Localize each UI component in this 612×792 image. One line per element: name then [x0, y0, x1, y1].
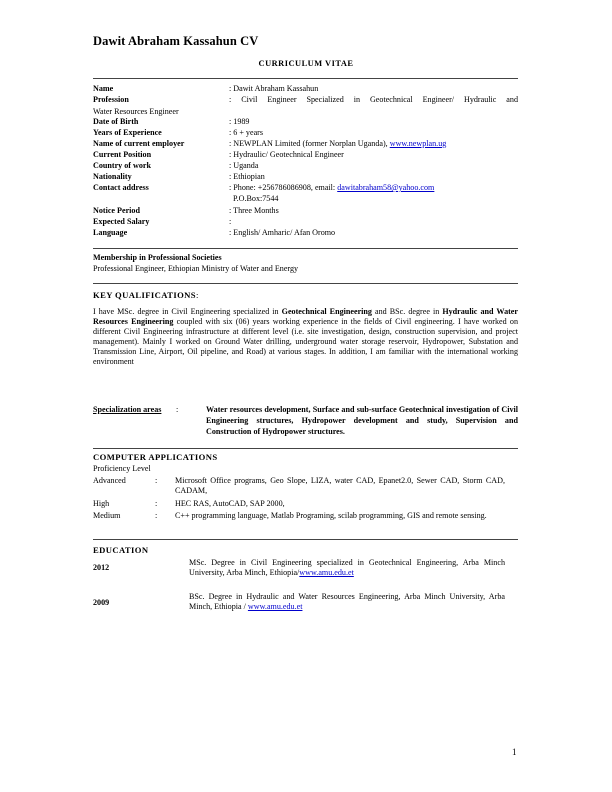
key-qualifications-paragraph	[93, 307, 518, 367]
employer-text: : NEWPLAN Limited (former Norplan Uganda),	[229, 139, 388, 148]
employer-website-link[interactable]: www.newplan.ug	[389, 139, 447, 148]
info-label: Date of Birth	[93, 117, 139, 126]
page-number: 1	[512, 747, 517, 757]
info-value: : Dawit Abraham Kassahun	[229, 84, 319, 93]
info-value: : Ethiopian	[229, 172, 265, 181]
info-value: : English/ Amharic/ Afan Oromo	[229, 228, 336, 237]
education-year: 2009	[93, 598, 110, 607]
proficiency-items: HEC RAS, AutoCAD, SAP 2000,	[175, 499, 285, 508]
info-label: Language	[93, 228, 128, 237]
kq-text-1: I have MSc. degree in Civil Engineering specialized in	[93, 307, 279, 316]
info-label: Years of Experience	[93, 128, 162, 137]
computer-applications-heading: COMPUTER APPLICATIONS	[93, 452, 218, 462]
education-degree	[189, 592, 505, 613]
info-label: Country of work	[93, 161, 152, 170]
divider	[93, 539, 518, 540]
proficiency-level: Advanced	[93, 476, 126, 485]
proficiency-level-label: Proficiency Level	[93, 464, 151, 473]
proficiency-items: C++ programming language, Matlab Programing, scilab programming, GIS and remote sensing.	[175, 511, 487, 520]
divider	[93, 248, 518, 249]
cv-heading: CURRICULUM VITAE	[258, 59, 354, 68]
specialization-colon: :	[176, 405, 179, 414]
proficiency-level: High	[93, 499, 110, 508]
info-label: Notice Period	[93, 206, 140, 215]
info-label: Name	[93, 84, 114, 93]
kq-text-2: and BSc. degree in	[375, 307, 440, 316]
education-degree	[189, 558, 505, 579]
proficiency-level: Medium	[93, 511, 121, 520]
info-label: Nationality	[93, 172, 132, 181]
info-value: : Uganda	[229, 161, 259, 170]
pobox-value: P.O.Box:7544	[233, 194, 279, 203]
document-title: Dawit Abraham Kassahun CV	[93, 34, 259, 48]
university-link[interactable]: www.amu.edu.et	[299, 568, 354, 578]
info-value: : 6 + years	[229, 128, 264, 137]
info-label: Name of current employer	[93, 139, 185, 148]
profession-continuation: Water Resources Engineer	[93, 107, 179, 116]
proficiency-colon: :	[155, 476, 158, 485]
education-heading: EDUCATION	[93, 545, 149, 555]
key-qualifications-title: KEY QUALIFICATIONS	[93, 290, 196, 300]
education-year: 2012	[93, 563, 110, 572]
info-value: : Three Months	[229, 206, 279, 215]
university-link[interactable]: www.amu.edu.et	[247, 602, 303, 612]
proficiency-colon: :	[155, 511, 158, 520]
kq-text-3: coupled with six (06) years working experience in the fields of Civil engineering. I have worked on different Civil Engineering infrastructure at different level (i.e. site investigation, design, construction supervision, and project management). Mainly I worked on Ground Water drilling, underground water storage reservoir, Hydropower, Substation and Transmission Line, Airport, Oil pipeline, and Road) at various stages. In addition, I am familiar with the international working environment	[93, 316, 518, 366]
info-label: Expected Salary	[93, 217, 150, 226]
info-value: : Hydraulic/ Geotechnical Engineer	[229, 150, 344, 159]
divider	[93, 283, 518, 284]
kq-bold-1: Geotechnical Engineering	[281, 307, 372, 316]
info-value	[229, 139, 518, 149]
info-value: : 1989	[229, 117, 250, 126]
specialization-label: Specialization areas	[93, 405, 162, 414]
contact-text: : Phone: +256786086908, email:	[229, 183, 336, 192]
key-qualifications-heading	[93, 290, 199, 300]
membership-heading: Membership in Professional Societies	[93, 253, 222, 262]
info-value: : Civil Engineer Specialized in Geotechnical Engineer/ Hydraulic and	[229, 95, 518, 104]
info-value: :	[229, 217, 232, 226]
education-degree-text: BSc. Degree in Hydraulic and Water Resources Engineering, Arba Minch University, Arba Minch, Ethiopia /	[189, 592, 505, 612]
divider	[93, 78, 518, 79]
membership-text: Professional Engineer, Ethiopian Ministry of Water and Energy	[93, 264, 299, 273]
info-label: Contact address	[93, 183, 149, 192]
email-link[interactable]: dawitabraham58@yahoo.com	[337, 183, 435, 192]
info-label: Profession	[93, 95, 129, 104]
proficiency-items: Microsoft Office programs, Geo Slope, LIZA, water CAD, Epanet2.0, Sewer CAD, Storm CAD, CADAM,	[175, 476, 505, 496]
proficiency-colon: :	[155, 499, 158, 508]
info-value	[229, 183, 518, 193]
divider	[93, 448, 518, 449]
education-degree-text: MSc. Degree in Civil Engineering specialized in Geotechnical Engineering, Arba Minch University, Arba Minch, Ethiopia/	[189, 558, 505, 578]
kq-bold-2: Hydraulic and Water Resources Engineering	[93, 307, 518, 326]
info-label: Current Position	[93, 150, 152, 159]
specialization-text: Water resources development, Surface and sub-surface Geotechnical investigation of Civil Engineering structures, Hydropower development and study, Supervision and Construction of Hydropower structures.	[206, 405, 518, 436]
heading-colon: :	[195, 290, 199, 300]
